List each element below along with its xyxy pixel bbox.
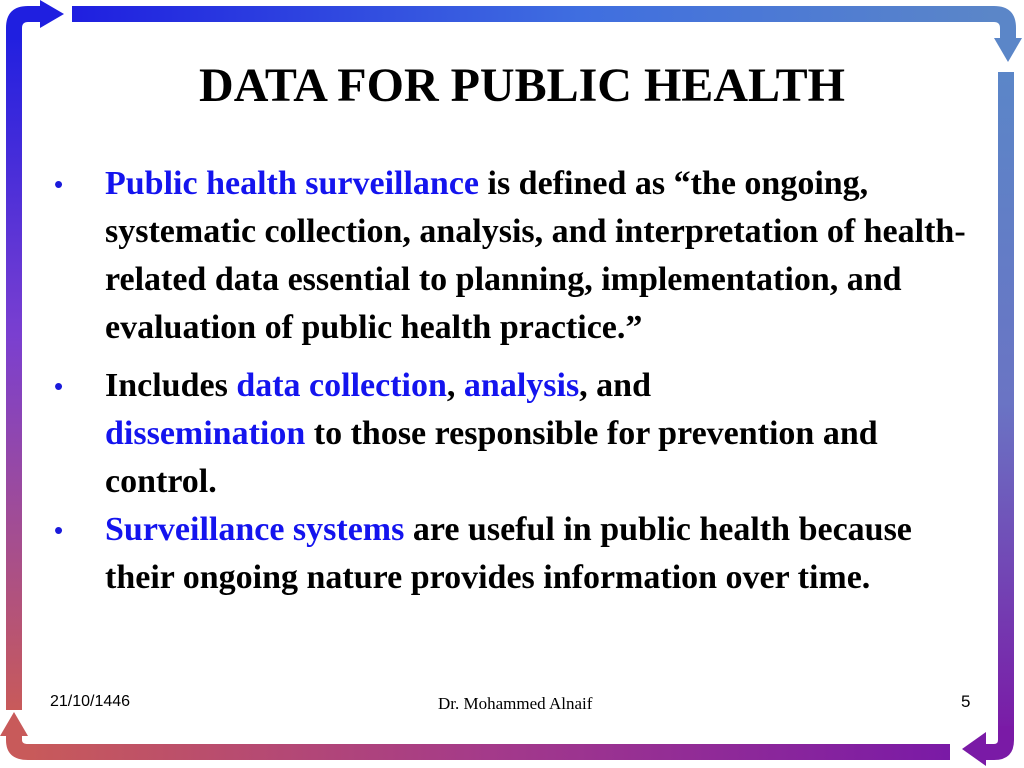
bullet-surveillance-definition — [54, 160, 984, 352]
top-frame-bar — [72, 6, 1022, 62]
bullet-text: to those responsible for prevention and control. — [105, 415, 878, 500]
term-public-health-surveillance: Public health surveillance — [105, 165, 479, 202]
term-dissemination: dissemination — [105, 415, 306, 452]
bullet-dot: • — [54, 169, 64, 199]
footer-author: Dr. Mohammed Alnaif — [438, 694, 593, 713]
term-data-collection: data collection — [236, 367, 447, 404]
page-number: 5 — [961, 692, 971, 711]
bullet-dot: • — [54, 371, 64, 401]
bullet-dot: • — [54, 515, 64, 545]
page-title: DATA FOR PUBLIC HEALTH — [199, 59, 845, 112]
up-arrow-icon — [0, 712, 28, 736]
term-analysis: analysis — [463, 367, 580, 404]
bullet-list — [54, 160, 984, 602]
bullet-text: are useful in public health because their ongoing nature provides information over time. — [105, 511, 912, 596]
bottom-frame-bar — [0, 712, 950, 760]
bullet-text: , — [446, 367, 464, 404]
bullet-includes — [54, 362, 984, 506]
footer-date: 21/10/1446 — [50, 693, 131, 710]
right-arrow-icon — [40, 0, 64, 28]
bullet-surveillance-systems — [54, 506, 984, 602]
bullet-text: , and — [579, 367, 651, 404]
term-surveillance-systems: Surveillance systems — [105, 511, 405, 548]
left-arrow-icon — [962, 732, 986, 766]
bullet-text: is defined as “the ongoing, systematic collection, analysis, and interpretation of health-related data essential to planning, implementation, and evaluation of public health practice.” — [105, 165, 966, 346]
bullet-text: Includes — [105, 367, 237, 404]
